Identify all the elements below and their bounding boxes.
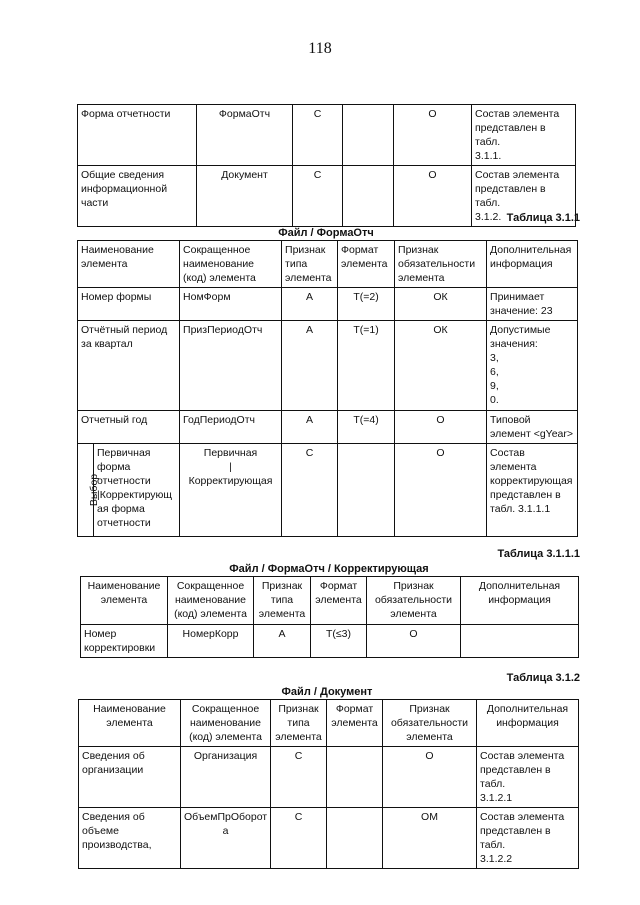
cell: Первичная | Корректирующая [180,444,282,537]
cell: А [254,625,311,658]
choice-label-cell [78,444,101,537]
cell: Номер корректировки [81,625,168,658]
cell: А [282,288,338,321]
cell: А [282,321,338,411]
table-3-1-1 [77,240,578,537]
table-label: Таблица 3.1.1 [506,212,580,224]
table-label: Таблица 3.1.1.1 [497,548,580,560]
table-label: Таблица 3.1.2 [506,672,580,684]
cell: Т(=4) [338,411,395,444]
cell: Номер формы [78,288,180,321]
cell [338,444,395,537]
cell: С [293,105,343,166]
cell: О [395,444,487,537]
cell [343,166,394,227]
cell: ОК [395,321,487,411]
cell: ПризПериодОтч [180,321,282,411]
column-header: Дополнительная информация [477,700,579,747]
cell: Организация [181,747,271,808]
cell: Форма отчетности [78,105,197,166]
column-header: Сокращенное наименование (код) элемента [180,241,282,288]
cell [327,808,383,869]
cell: Состав элемента корректирующая представлен в табл. 3.1.1.1 [487,444,578,537]
cell: Первичная форма отчетности |Корректирующ ая форма отчетности [94,444,180,537]
table-title: Файл / Документ [281,686,373,698]
table-3-1-2 [78,699,579,869]
cell: С [282,444,338,537]
table-row [78,288,578,321]
cell: Состав элемента представлен в табл. 3.1.2.2 [477,808,579,869]
cell: ОМ [383,808,477,869]
table-3-1-1-1 [80,576,579,658]
table-row [79,808,579,869]
cell: Т(=1) [338,321,395,411]
column-header: Сокращенное наименование (код) элемента [168,577,254,625]
table-row [78,105,576,166]
cell [461,625,579,658]
cell: Общие сведения информационной части [78,166,197,227]
cell: Принимает значение: 23 [487,288,578,321]
cell: Состав элемента представлен в табл. 3.1.2.1 [477,747,579,808]
cell: Типовой элемент <gYear> [487,411,578,444]
cell [343,105,394,166]
table-title: Файл / ФормаОтч [278,227,374,239]
cell: С [271,808,327,869]
cell: Т(=2) [338,288,395,321]
table-row [79,747,579,808]
cell: Сведения об организации [79,747,181,808]
column-header: Признак обязательности элемента [383,700,477,747]
cell: ОК [395,288,487,321]
cell: А [282,411,338,444]
column-header: Признак обязательности элемента [367,577,461,625]
cell [327,747,383,808]
table-row [81,625,579,658]
column-header: Сокращенное наименование (код) элемента [181,700,271,747]
column-header: Признак обязательности элемента [395,241,487,288]
column-header: Формат элемента [327,700,383,747]
column-header: Формат элемента [338,241,395,288]
table-header-row [79,700,579,747]
column-header: Дополнительная информация [461,577,579,625]
cell: О [394,166,472,227]
cell: Состав элемента представлен в табл. 3.1.2. [472,166,576,227]
cell: ОбъемПрОборот а [181,808,271,869]
cell: Документ [197,166,293,227]
choice-label: Выбор [88,473,101,507]
cell: ФормаОтч [197,105,293,166]
cell: Отчетный год [78,411,180,444]
column-header: Наименование элемента [81,577,168,625]
column-header: Признак типа элемента [282,241,338,288]
cell: ГодПериодОтч [180,411,282,444]
table-title: Файл / ФормаОтч / Корректирующая [229,563,429,575]
cell: Сведения об объеме производства, [79,808,181,869]
table-row [78,444,578,537]
cell: Отчётный период за квартал [78,321,180,411]
cell: НомерКорр [168,625,254,658]
column-header: Признак типа элемента [254,577,311,625]
cell: О [383,747,477,808]
column-header: Наименование элемента [78,241,180,288]
cell: С [271,747,327,808]
cell: О [395,411,487,444]
table-header-row [78,241,578,288]
column-header: Формат элемента [311,577,367,625]
cell: О [367,625,461,658]
column-header: Признак типа элемента [271,700,327,747]
page-number: 118 [308,40,332,57]
cell: Состав элемента представлен в табл. 3.1.1. [472,105,576,166]
cell: НомФорм [180,288,282,321]
table-row [78,411,578,444]
cell: Допустимые значения: 3, 6, 9, 0. [487,321,578,411]
cell: Т(≤3) [311,625,367,658]
table-header-row [81,577,579,625]
table-row [78,321,578,411]
column-header: Наименование элемента [79,700,181,747]
cell: С [293,166,343,227]
column-header: Дополнительная информация [487,241,578,288]
table-top [77,104,576,227]
cell: О [394,105,472,166]
